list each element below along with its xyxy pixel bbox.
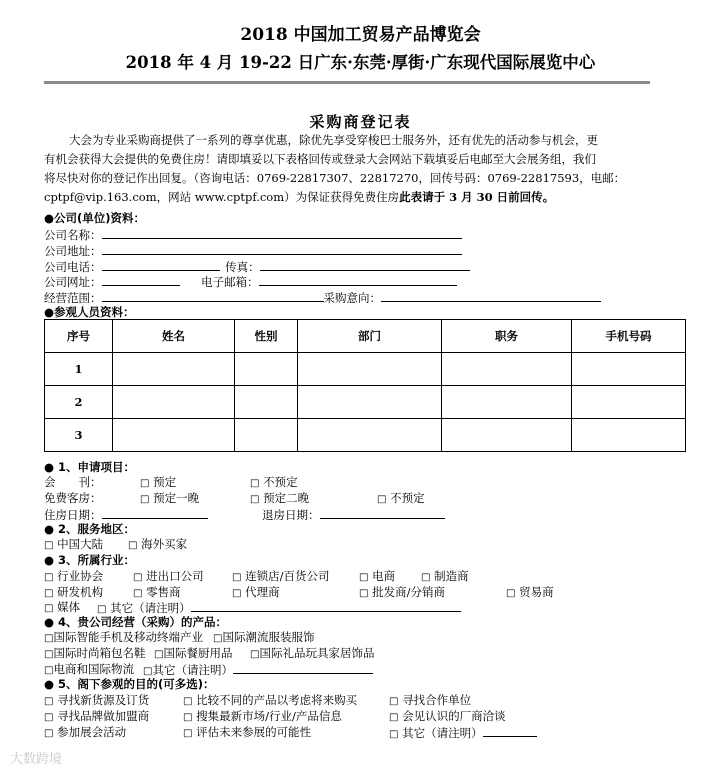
option-label: 国际时尚箱包名鞋 [53, 646, 146, 660]
gender-cell[interactable] [235, 386, 298, 419]
option-label: 批发商/分销商 [372, 585, 445, 599]
company-scope-label: 经营范围： [44, 291, 102, 305]
visitor-table-header [45, 320, 686, 353]
option-label: 搜集最新市场/行业/产品信息 [196, 709, 342, 723]
checkbox-icon[interactable]: □ [389, 729, 399, 740]
checkbox-icon[interactable]: □ [250, 649, 260, 660]
checkbox-icon[interactable]: □ [359, 588, 369, 599]
option-label: 零售商 [146, 585, 181, 599]
option-label: 国际礼品玩具家居饰品 [259, 646, 375, 660]
option-label: 媒体 [57, 600, 81, 614]
checkbox-icon[interactable]: □ [143, 666, 153, 677]
products-section-title: ● 4、贵公司经营（采购）的产品： [44, 615, 228, 629]
option-label: 预定二晚 [263, 491, 310, 505]
option-label: 寻找品牌做加盟商 [57, 709, 150, 723]
department-cell[interactable] [298, 386, 442, 419]
company-phone-label: 公司电话： [44, 260, 102, 274]
product-option[interactable] [44, 645, 145, 661]
option-label: 评估未来参展的可能性 [196, 725, 312, 739]
checkbox-icon[interactable]: □ [140, 478, 150, 489]
checkbox-icon[interactable]: □ [140, 494, 150, 505]
option-label: 比较不同的产品以考虑将来购买 [196, 693, 358, 707]
option-label: 不预定 [390, 491, 425, 505]
purpose-other-field[interactable] [483, 724, 537, 737]
option-label: 预定一晚 [153, 491, 200, 505]
industry-option[interactable] [133, 584, 181, 600]
company-name-label: 公司名称： [44, 228, 102, 242]
expo-subtitle: 2018 年 4 月 19-22 日广东·东莞·厚街·广东现代国际展览中心 [125, 53, 596, 72]
checkbox-icon[interactable]: □ [506, 588, 516, 599]
option-label: 其它（请注明） [110, 601, 191, 615]
meeting-reserve-option[interactable] [140, 474, 176, 490]
visitor-table [44, 319, 686, 452]
option-label: 预定 [153, 475, 177, 489]
checkbox-icon[interactable]: □ [44, 649, 54, 660]
company-address-row [44, 242, 462, 259]
row-number: 2 [45, 386, 113, 419]
form-title: 采购商登记表 [309, 113, 412, 131]
company-email-field[interactable] [259, 273, 457, 286]
mobile-cell[interactable] [572, 353, 686, 386]
mobile-cell[interactable] [572, 419, 686, 452]
position-cell[interactable] [442, 419, 572, 452]
room-label: 免费客房： [44, 491, 102, 505]
product-option[interactable] [44, 629, 203, 645]
checkbox-icon[interactable]: □ [232, 588, 242, 599]
region-section-title: ● 2、服务地区： [44, 522, 136, 536]
product-option[interactable] [44, 661, 134, 677]
option-label: 中国大陆 [57, 537, 104, 551]
checkbox-icon[interactable]: □ [183, 696, 193, 707]
industry-option[interactable] [133, 568, 204, 584]
checkbox-icon[interactable]: □ [44, 728, 54, 739]
checkbox-icon[interactable]: □ [213, 633, 223, 644]
product-option[interactable] [250, 645, 374, 661]
gender-cell[interactable] [235, 419, 298, 452]
checkout-field[interactable] [320, 506, 445, 519]
option-label: 进出口公司 [146, 569, 204, 583]
purpose-option[interactable] [389, 692, 471, 708]
checkbox-icon[interactable]: □ [44, 696, 54, 707]
industry-option[interactable] [506, 584, 554, 600]
intro-line: 大会为专业采购商提供了一系列的尊享优惠，除优先享受穿梭巴士服务外，还有优先的活动参与机会，更 [69, 133, 598, 147]
checkbox-icon[interactable]: □ [44, 665, 54, 676]
gender-cell[interactable] [235, 353, 298, 386]
company-email-label: 电子邮箱： [201, 275, 259, 289]
option-label: 制造商 [434, 569, 469, 583]
meeting-decline-option[interactable] [250, 474, 298, 490]
checkbox-icon[interactable]: □ [389, 712, 399, 723]
row-number: 3 [45, 419, 113, 452]
checkbox-icon[interactable]: □ [183, 728, 193, 739]
checkin-field[interactable] [102, 506, 208, 519]
table-row [45, 353, 686, 386]
checkbox-icon[interactable]: □ [250, 494, 260, 505]
col-header: 性别 [235, 320, 298, 353]
position-cell[interactable] [442, 386, 572, 419]
intro-line: 有机会获得大会提供的免费住房！请即填妥以下表格回传或登录大会网站下载填妥后电邮至大会展务组，我们 [44, 152, 596, 166]
col-header: 职务 [442, 320, 572, 353]
option-label: 其它（请注明） [402, 726, 483, 740]
option-label: 其它（请注明） [152, 663, 233, 677]
room-one-night-option[interactable] [140, 490, 199, 506]
apply-section-title: ● 1、申请项目： [44, 460, 136, 474]
mobile-cell[interactable] [572, 386, 686, 419]
intro-line [44, 188, 679, 207]
checkbox-icon[interactable]: □ [44, 572, 54, 583]
checkin-label: 住房日期： [44, 508, 102, 522]
company-name-field[interactable] [102, 226, 462, 239]
checkbox-icon[interactable]: □ [377, 494, 387, 505]
department-cell[interactable] [298, 353, 442, 386]
industry-option[interactable] [359, 568, 395, 584]
company-intent-field[interactable] [381, 289, 601, 302]
checkbox-icon[interactable]: □ [421, 572, 431, 583]
meeting-label: 会 刊： [44, 475, 102, 489]
checkbox-icon[interactable]: □ [128, 540, 138, 551]
room-decline-option[interactable] [377, 490, 425, 506]
purpose-other-option[interactable] [389, 724, 537, 741]
option-label: 会见认识的厂商洽谈 [402, 709, 506, 723]
industry-option[interactable] [44, 568, 103, 584]
region-overseas-option[interactable] [128, 536, 187, 552]
option-label: 海外买家 [141, 537, 188, 551]
col-header: 手机号码 [572, 320, 686, 353]
purpose-option[interactable] [183, 724, 311, 740]
option-label: 代理商 [245, 585, 280, 599]
checkbox-icon[interactable]: □ [133, 588, 143, 599]
table-row [45, 419, 686, 452]
checkout-label: 退房日期： [262, 508, 320, 522]
company-address-field[interactable] [102, 242, 462, 255]
checkbox-icon[interactable]: □ [44, 712, 54, 723]
option-label: 行业协会 [57, 569, 104, 583]
region-mainland-option[interactable] [44, 536, 103, 552]
checkbox-icon[interactable]: □ [183, 712, 193, 723]
product-option[interactable] [154, 645, 232, 661]
industry-option[interactable] [359, 584, 445, 600]
room-two-nights-option[interactable] [250, 490, 309, 506]
company-name-row [44, 226, 462, 243]
checkbox-icon[interactable]: □ [133, 572, 143, 583]
industry-option[interactable] [421, 568, 469, 584]
checkout-row [262, 506, 445, 523]
company-website-label: 公司网址： [44, 275, 102, 289]
industry-option[interactable] [232, 568, 329, 584]
company-section-title: ●公司(单位)资料： [44, 211, 146, 225]
checkbox-icon[interactable]: □ [359, 572, 369, 583]
col-header: 部门 [298, 320, 442, 353]
checkbox-icon[interactable]: □ [250, 478, 260, 489]
product-option[interactable] [213, 629, 314, 645]
option-label: 连锁店/百货公司 [245, 569, 330, 583]
option-label: 贸易商 [519, 585, 554, 599]
company-address-label: 公司地址： [44, 244, 102, 258]
people-section-title: ●参观人员资料： [44, 305, 135, 319]
checkbox-icon[interactable]: □ [44, 603, 54, 614]
checkbox-icon[interactable]: □ [44, 540, 54, 551]
checkbox-icon[interactable]: □ [97, 604, 107, 615]
purpose-option[interactable] [44, 724, 126, 740]
option-label: 电商 [372, 569, 396, 583]
industry-option[interactable] [232, 584, 280, 600]
purpose-option[interactable] [44, 692, 149, 708]
name-cell[interactable] [113, 353, 235, 386]
option-label: 电商和国际物流 [53, 662, 134, 676]
watermark: 大数跨境 [10, 752, 63, 767]
purpose-section-title: ● 5、阁下参观的目的(可多选)： [44, 677, 215, 691]
intro-deadline: 此表请于 3 月 30 日前回传。 [399, 190, 555, 204]
expo-title: 2018 中国加工贸易产品博览会 [240, 25, 481, 45]
department-cell[interactable] [298, 419, 442, 452]
purpose-option[interactable] [183, 708, 342, 724]
option-label: 寻找合作单位 [402, 693, 472, 707]
checkbox-icon[interactable]: □ [44, 633, 54, 644]
purpose-option[interactable] [389, 708, 506, 724]
company-fax-field[interactable] [260, 258, 470, 271]
product-other-field[interactable] [233, 661, 373, 674]
company-website-field[interactable] [102, 273, 180, 286]
option-label: 寻找新货源及订货 [57, 693, 150, 707]
col-header: 姓名 [113, 320, 235, 353]
checkbox-icon[interactable]: □ [154, 649, 164, 660]
option-label: 国际餐厨用品 [163, 646, 233, 660]
name-cell[interactable] [113, 386, 235, 419]
row-number: 1 [45, 353, 113, 386]
intro-paragraph [44, 131, 679, 207]
company-phone-field[interactable] [102, 258, 220, 271]
checkbox-icon[interactable]: □ [389, 696, 399, 707]
option-label: 国际潮流服装服饰 [222, 630, 315, 644]
industry-option[interactable] [44, 599, 80, 615]
company-website-row [44, 273, 457, 290]
option-label: 不预定 [263, 475, 298, 489]
industry-other-field[interactable] [191, 599, 461, 612]
company-scope-field[interactable] [102, 289, 324, 302]
intro-contact: cptpf@vip.163.com，网站 www.cptpf.com）为保证获得免费住房 [44, 190, 400, 204]
purpose-option[interactable] [44, 708, 149, 724]
option-label: 国际智能手机及移动终端产业 [53, 630, 203, 644]
table-row [45, 386, 686, 419]
company-intent-label: 采购意向： [323, 291, 381, 305]
option-label: 参加展会活动 [57, 725, 127, 739]
option-label: 研发机构 [57, 585, 104, 599]
purpose-option[interactable] [183, 692, 357, 708]
position-cell[interactable] [442, 353, 572, 386]
header-divider [44, 81, 650, 84]
company-fax-label: 传真： [225, 260, 260, 274]
checkbox-icon[interactable]: □ [232, 572, 242, 583]
col-header: 序号 [45, 320, 113, 353]
intro-line: 将尽快对你的登记作出回复。（咨询电话：0769-22817307、22817270，回传号码：0769-22817593，电邮： [44, 171, 626, 185]
industry-section-title: ● 3、所属行业： [44, 553, 136, 567]
checkbox-icon[interactable]: □ [44, 588, 54, 599]
industry-option[interactable] [44, 584, 103, 600]
name-cell[interactable] [113, 419, 235, 452]
